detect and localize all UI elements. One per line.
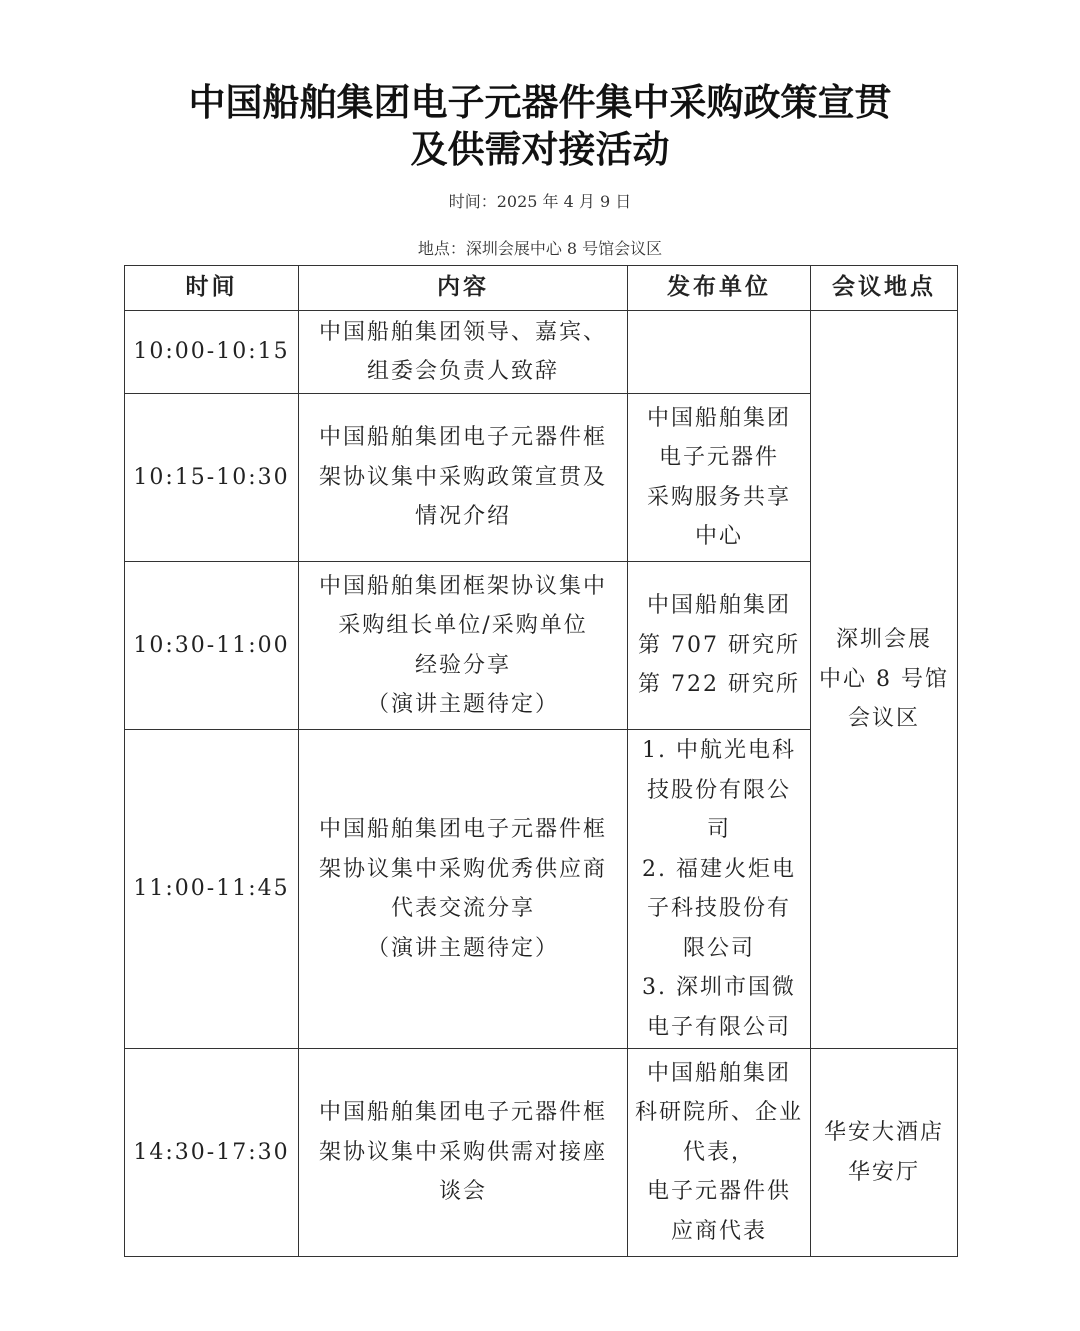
publisher-line: 司 [706, 817, 731, 842]
venue-line: 华安厅 [847, 1159, 920, 1185]
row-time: 10:00-10:15 [125, 311, 299, 394]
row-content [299, 1049, 628, 1257]
publisher-line: 中国船舶集团 [646, 1060, 791, 1086]
header-publisher: 发布单位 [628, 266, 811, 311]
row-content [299, 311, 628, 394]
publisher-line: 第 707 研究所 [638, 632, 800, 658]
content-line: 代表交流分享 [390, 896, 535, 921]
publisher-line: 电子有限公司 [646, 1014, 791, 1040]
content-line: 中国船舶集团电子元器件框 [318, 425, 607, 451]
content-line: 组委会负责人致辞 [366, 359, 559, 384]
publisher-line: 中国船舶集团 [646, 405, 791, 431]
publisher-line: 1. 中航光电科 [642, 738, 796, 763]
row-time: 10:30-11:00 [125, 562, 299, 730]
content-line: 中国船舶集团框架协议集中 [318, 573, 607, 599]
page-title-line-2: 及供需对接活动 [410, 128, 670, 171]
content-line: 中国船舶集团领导、嘉宾、 [318, 319, 607, 345]
publisher-line: 第 722 研究所 [638, 672, 800, 698]
content-line: （演讲主题待定） [366, 935, 559, 961]
content-line: 中国船舶集团电子元器件框 [318, 817, 607, 842]
content-line: 架协议集中采购优秀供应商 [318, 856, 607, 882]
row-time: 10:15-10:30 [125, 394, 299, 562]
publisher-line: 电子元器件供 [646, 1179, 791, 1205]
publisher-line: 中心 [694, 524, 743, 549]
header-time: 时间 [125, 266, 299, 311]
row-publisher [628, 311, 811, 394]
venue-afternoon [811, 1049, 958, 1257]
row-time: 14:30-17:30 [125, 1049, 299, 1257]
publisher-line: 2. 福建火炬电 [642, 856, 796, 882]
content-line: 架协议集中采购政策宣贯及 [318, 464, 607, 490]
publisher-line: 应商代表 [670, 1218, 767, 1244]
schedule-table [124, 265, 958, 1257]
table-row [125, 1049, 958, 1257]
venue-line: 深圳会展 [835, 627, 932, 653]
header-venue: 会议地点 [811, 266, 958, 311]
content-line: （演讲主题待定） [366, 692, 559, 717]
content-line: 中国船舶集团电子元器件框 [318, 1100, 607, 1126]
publisher-line: 采购服务共享 [646, 484, 791, 510]
content-line: 情况介绍 [414, 504, 511, 530]
row-content [299, 394, 628, 562]
header-content: 内容 [299, 266, 628, 311]
publisher-line: 技股份有限公 [646, 777, 791, 803]
row-publisher [628, 394, 811, 562]
event-time: 时间：2025 年 4 月 9 日 [448, 192, 632, 211]
publisher-line: 子科技股份有 [646, 896, 791, 921]
content-line: 采购组长单位/采购单位 [338, 613, 588, 638]
publisher-line: 3. 深圳市国微 [642, 975, 796, 1000]
table-header-row [125, 266, 958, 311]
content-line: 谈会 [438, 1179, 487, 1205]
row-publisher [628, 1049, 811, 1257]
table-row [125, 311, 958, 394]
venue-main [811, 311, 958, 1049]
event-place: 地点：深圳会展中心 8 号馆会议区 [417, 239, 663, 258]
publisher-line: 限公司 [682, 935, 755, 961]
publisher-line: 科研院所、企业 [634, 1100, 803, 1126]
publisher-line: 电子元器件 [658, 445, 779, 470]
page-title-line-1: 中国船舶集团电子元器件集中采购政策宣贯 [188, 81, 892, 124]
publisher-line: 代表， [682, 1139, 755, 1165]
row-publisher [628, 562, 811, 730]
row-content [299, 730, 628, 1049]
venue-line: 会议区 [847, 706, 920, 732]
publisher-line: 中国船舶集团 [646, 593, 791, 619]
row-content [299, 562, 628, 730]
content-line: 架协议集中采购供需对接座 [318, 1139, 607, 1165]
venue-line: 华安大酒店 [823, 1120, 944, 1145]
venue-line: 中心 8 号馆 [819, 666, 949, 692]
content-line: 经验分享 [414, 652, 511, 678]
row-publisher [628, 730, 811, 1049]
row-time: 11:00-11:45 [125, 730, 299, 1049]
